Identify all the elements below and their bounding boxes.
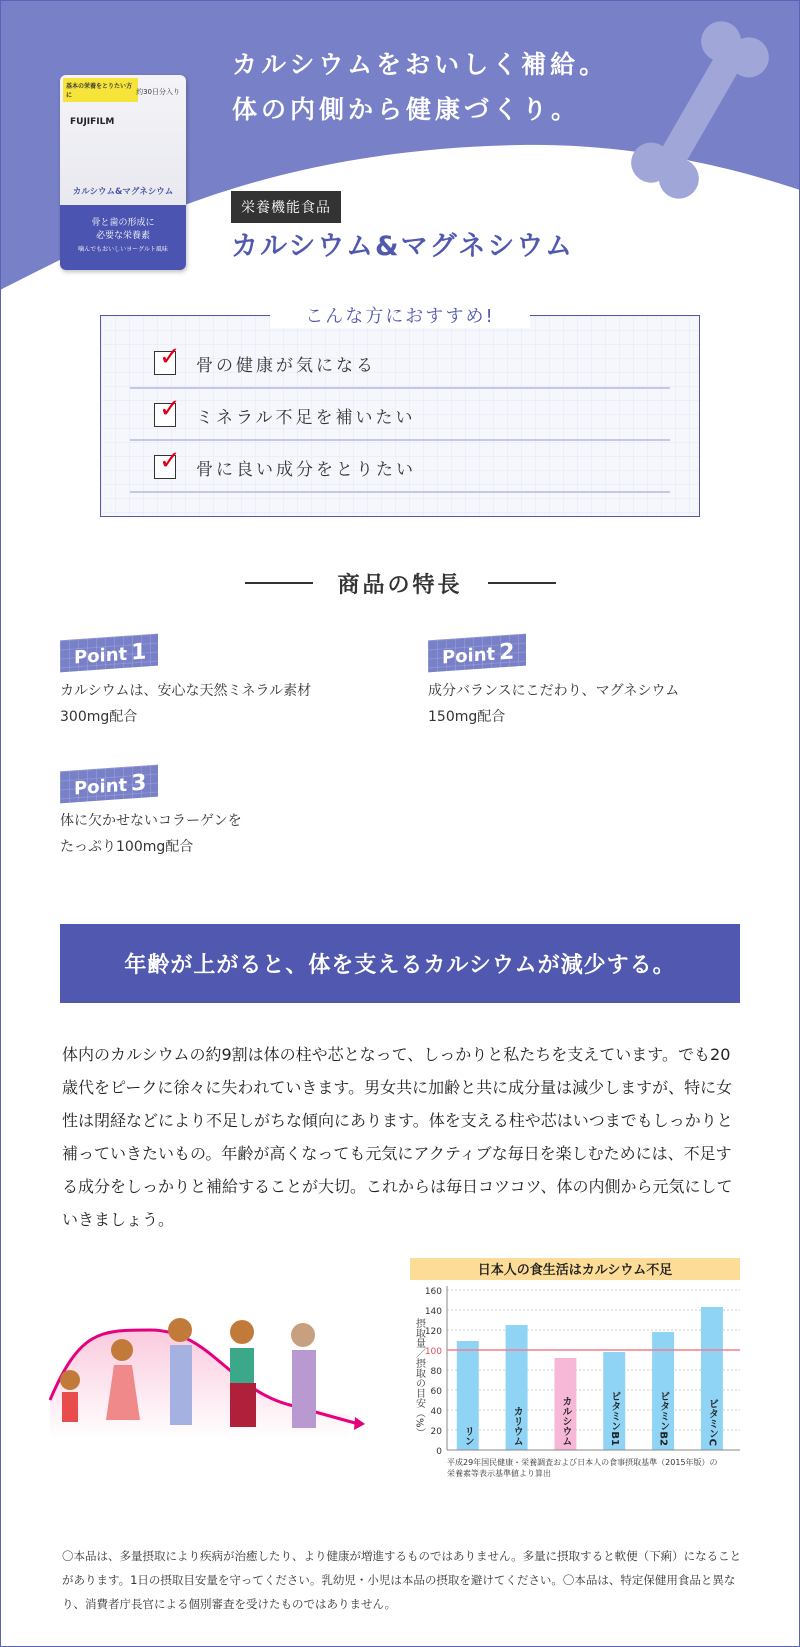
product-package-image: [60, 75, 186, 270]
pack-tag: 基本の栄養をとりたい方に: [63, 78, 138, 102]
recommend-item: [130, 339, 670, 389]
bar-label: カリウム: [511, 1406, 523, 1446]
point-text-1: カルシウムは、安心な天然ミネラル素材 300mg配合: [60, 683, 312, 725]
y-axis-label: 摂取量／摂取の目安（%）: [413, 1318, 425, 1438]
divider: [488, 582, 556, 584]
headline-line1: カルシウムをおいしく補給。: [232, 50, 609, 79]
aging-illustration: [40, 1290, 380, 1440]
y-tick-label: 60: [430, 1387, 442, 1397]
category-badge: 栄養機能食品: [231, 191, 341, 223]
hero: [0, 0, 800, 290]
y-tick-label: 140: [424, 1307, 442, 1317]
y-tick-label: 160: [424, 1287, 442, 1297]
person-middle-aged: [230, 1320, 256, 1427]
y-tick-label: 120: [424, 1327, 442, 1337]
pack-band: 骨と歯の形成に 必要な栄養素 噛んでもおいしいヨーグルト風味: [60, 205, 186, 270]
point-text-2: 成分バランスにこだわり、マグネシウム 150mg配合: [428, 683, 680, 725]
section-banner: 年齢が上がると、体を支えるカルシウムが減少する。: [60, 924, 740, 1003]
recommend-item-label: 骨の健康が気になる: [196, 355, 376, 376]
point-text-3: 体に欠かせないコラーゲンを たっぷり100mg配合: [60, 813, 242, 855]
chart-title: 日本人の食生活はカルシウム不足: [477, 1263, 673, 1278]
person-elderly: [291, 1323, 316, 1428]
y-tick-label: 40: [430, 1407, 442, 1417]
checkbox-checked-icon: ✓: [154, 403, 176, 427]
y-tick-label: 20: [430, 1427, 442, 1437]
person-woman: [168, 1318, 192, 1425]
divider: [245, 582, 313, 584]
pack-name: カルシウム&マグネシウム: [72, 187, 174, 197]
recommend-title: こんな方におすすめ!: [270, 302, 530, 328]
point-badge-2: Point 2: [428, 634, 526, 673]
pack-days: 約30日分入り: [136, 88, 180, 96]
chart-source: 栄養素等表示基準値より算出: [447, 1469, 551, 1478]
bar-label: カルシウム: [559, 1396, 571, 1446]
disclaimer: 〇本品は、多量摂取により疾病が治癒したり、より健康が増進するものではありません。多量に摂取すると軟便（下痢）になることがあります。1日の摂取目安量を守ってください。乳幼児・小児は本品の摂取を避けてください。〇本品は、特定保健用食品と異なり、消費者庁長官による個別審査を受けたものではありません。: [62, 1549, 742, 1611]
bar-label: リン: [462, 1426, 474, 1446]
body-paragraph: 体内のカルシウムの約9割は体の柱や芯となって、しっかりと私たちを支えています。でも20歳代をピークに徐々に失われていきます。男女共に加齢と共に成分量は減少しますが、特に女性は閉経などにより不足しがちな傾向にあります。体を支える柱や芯はいつまでもしっかりと補っていきたいもの。年齢が高くなっても元気にアクティブな毎日を楽しむためには、不足する成分をしっかりと補給することが大切。これからは毎日コツコツ、体の内側から元気にしていきましょう。: [62, 1045, 733, 1229]
recommend-item-label: 骨に良い成分をとりたい: [196, 459, 416, 480]
headline-line2: 体の内側から健康づくり。: [232, 95, 581, 124]
checkbox-checked-icon: ✓: [154, 455, 176, 479]
bar-label: ビタミンB1: [608, 1391, 620, 1446]
chart-source: 平成29年国民健康・栄養調査および日本人の食事摂取基準（2015年版）の: [447, 1458, 718, 1467]
checkbox-checked-icon: ✓: [154, 351, 176, 375]
point-badge-3: Point 3: [60, 765, 158, 804]
recommend-item-label: ミネラル不足を補いたい: [196, 407, 416, 428]
recommend-item: [130, 443, 670, 493]
person-child: [60, 1370, 80, 1422]
recommend-item: [130, 391, 670, 441]
product-name: カルシウム&マグネシウム: [231, 231, 575, 262]
bar-chart: [405, 1258, 745, 1483]
bar-label: ビタミンB2: [657, 1391, 669, 1446]
y-tick-label: 0: [436, 1447, 442, 1457]
point-badge-1: Point 1: [60, 634, 158, 673]
pack-brand-logo: FUJIFILM: [70, 117, 115, 127]
y-tick-label: 80: [430, 1367, 442, 1377]
features-heading: 商品の特長: [0, 568, 800, 599]
y-tick-label: 100: [424, 1347, 442, 1357]
bar-label: ビタミンC: [706, 1398, 718, 1446]
